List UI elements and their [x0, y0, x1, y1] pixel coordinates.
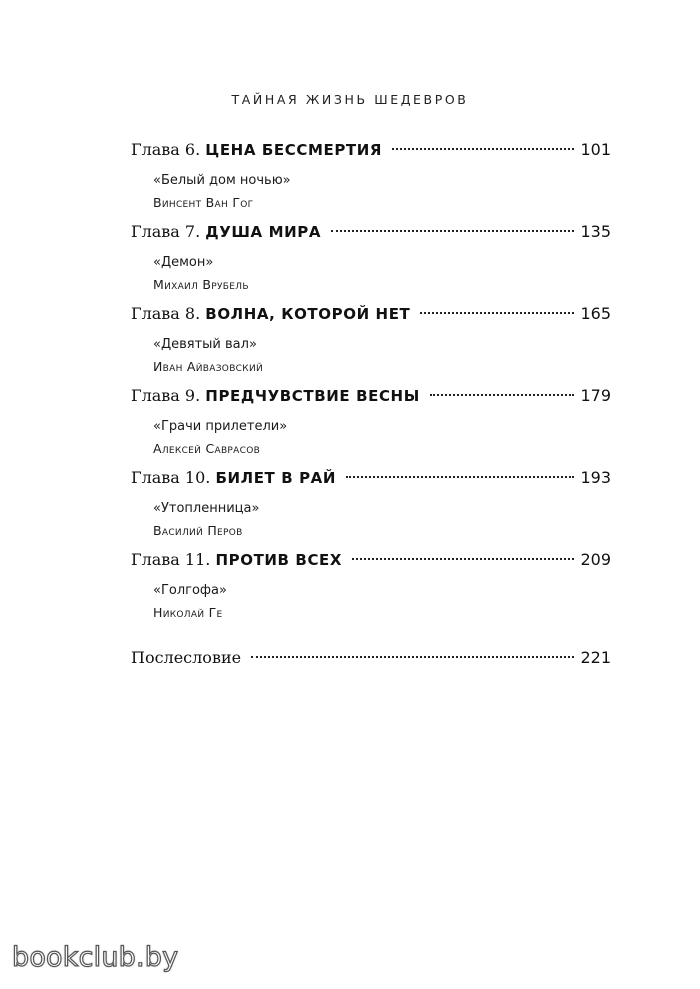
toc-entry-line	[131, 304, 611, 328]
chapter-number: Глава 6.	[131, 140, 201, 159]
painting-title: «Утопленница»	[153, 501, 260, 516]
page-number: 193	[580, 468, 611, 487]
page-number: 209	[580, 550, 611, 569]
chapter-number: Глава 7.	[131, 222, 201, 241]
artist-name: Иван Айвазовский	[153, 359, 264, 374]
chapter-number: Глава 11.	[131, 550, 211, 569]
toc-entry-chapter-6	[131, 140, 611, 214]
toc-entry-line	[131, 550, 611, 574]
dot-leader	[430, 393, 575, 396]
painting-info	[131, 252, 611, 296]
toc-entry-line	[131, 648, 611, 672]
toc-entry-line	[131, 386, 611, 410]
artist-name: Михаил Врубель	[153, 277, 249, 292]
watermark: bookclub.by	[12, 942, 179, 973]
artist-name: Василий Перов	[153, 523, 243, 538]
dot-leader	[352, 557, 574, 560]
painting-info	[131, 416, 611, 460]
painting-info	[131, 580, 611, 624]
dot-leader	[346, 475, 574, 478]
page-number: 221	[580, 648, 611, 667]
toc-entry-line	[131, 468, 611, 492]
toc-entry-chapter-9	[131, 386, 611, 460]
painting-title: «Демон»	[153, 255, 214, 270]
painting-info	[131, 334, 611, 378]
toc-entry-afterword	[131, 648, 611, 672]
toc-entry-line	[131, 140, 611, 164]
painting-title: «Грачи прилетели»	[153, 419, 288, 434]
chapter-number: Глава 9.	[131, 386, 201, 405]
page-number: 165	[580, 304, 611, 323]
chapter-title: ДУША МИРА	[205, 223, 322, 241]
chapter-title: ВОЛНА, КОТОРОЙ НЕТ	[205, 305, 411, 323]
painting-title: «Голгофа»	[153, 583, 227, 598]
page-number: 135	[580, 222, 611, 241]
painting-title: «Белый дом ночью»	[153, 173, 291, 188]
toc-entry-line	[131, 222, 611, 246]
dot-leader	[420, 311, 574, 314]
painting-title: «Девятый вал»	[153, 337, 257, 352]
page-number: 179	[580, 386, 611, 405]
running-head: ТАЙНАЯ ЖИЗНЬ ШЕДЕВРОВ	[231, 92, 469, 107]
toc-entry-chapter-7	[131, 222, 611, 296]
painting-info	[131, 170, 611, 214]
toc-entry-chapter-10	[131, 468, 611, 542]
chapter-title: ПРЕДЧУВСТВИЕ ВЕСНЫ	[205, 387, 420, 405]
chapter-title: ЦЕНА БЕССМЕРТИЯ	[205, 141, 383, 159]
chapter-number: Глава 10.	[131, 468, 211, 487]
artist-name: Николай Ге	[153, 605, 223, 620]
artist-name: Алексей Саврасов	[153, 441, 261, 456]
chapter-title: БИЛЕТ В РАЙ	[215, 469, 337, 487]
afterword-label: Послесловие	[131, 648, 242, 667]
dot-leader	[331, 229, 574, 232]
toc-entry-chapter-8	[131, 304, 611, 378]
dot-leader	[392, 147, 574, 150]
toc-entry-chapter-11	[131, 550, 611, 624]
painting-info	[131, 498, 611, 542]
chapter-title: ПРОТИВ ВСЕХ	[215, 551, 343, 569]
artist-name: Винсент Ван Гог	[153, 195, 254, 210]
page-number: 101	[580, 140, 611, 159]
chapter-number: Глава 8.	[131, 304, 201, 323]
dot-leader	[251, 655, 574, 658]
